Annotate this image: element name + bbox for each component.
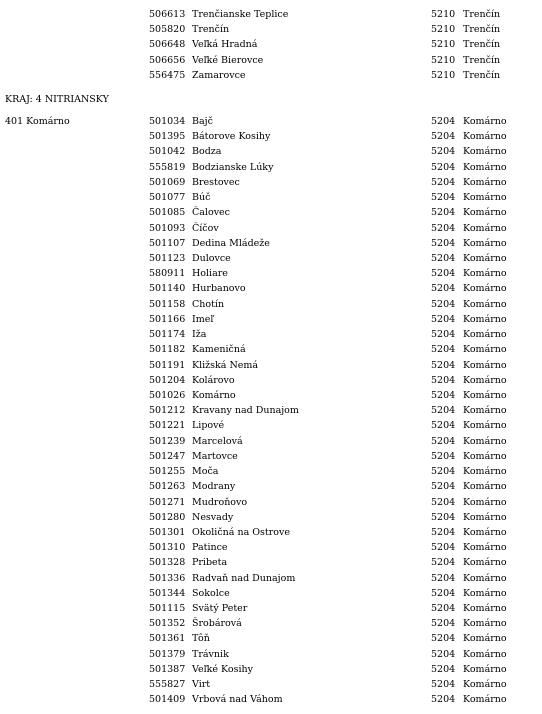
office-name: Komárno: [463, 268, 507, 280]
municipality-name: Hurbanovo: [192, 283, 246, 295]
office-name: Komárno: [463, 633, 507, 645]
district-code: 5204: [431, 542, 456, 554]
municipality-code: 501140: [149, 283, 186, 295]
office-name: Komárno: [463, 511, 507, 523]
municipality-code: 501212: [149, 405, 186, 417]
district-code: 5210: [431, 69, 456, 81]
municipality-code: 505820: [149, 24, 186, 36]
district-code: 5204: [431, 252, 456, 264]
municipality-code: 501042: [149, 146, 186, 158]
table-row: [0, 236, 542, 251]
municipality-code: 501107: [149, 237, 186, 249]
municipality-name: Trenčín: [192, 24, 230, 36]
municipality-name: Bodza: [192, 146, 222, 158]
table-row: [0, 510, 542, 525]
municipality-name: Okoličná na Ostrove: [192, 526, 290, 538]
district-code: 5204: [431, 572, 456, 584]
table-row: [0, 571, 542, 586]
municipality-code: 501280: [149, 511, 186, 523]
district-code: 5204: [431, 496, 456, 508]
municipality-name: Bajč: [192, 116, 213, 127]
municipality-code: 501026: [149, 389, 186, 401]
municipality-code: 501328: [149, 557, 186, 569]
table-row: [0, 631, 542, 646]
municipality-name: Kravany nad Dunajom: [192, 405, 299, 417]
office-name: Komárno: [463, 557, 507, 569]
district-code: 5204: [431, 526, 456, 538]
office-name: Komárno: [463, 420, 507, 432]
municipality-code: 556475: [149, 69, 186, 81]
office-name: Trenčín: [463, 39, 501, 51]
table-row: [0, 677, 542, 692]
municipality-name: Trávnik: [192, 648, 229, 660]
table-row: [0, 555, 542, 570]
office-name: Komárno: [463, 496, 507, 508]
municipality-code: 501409: [149, 694, 186, 706]
office-name: Komárno: [463, 663, 507, 675]
district-code: 5204: [431, 146, 456, 158]
district-code: 5204: [431, 131, 456, 143]
municipality-name: Radvaň nad Dunajom: [192, 572, 296, 584]
table-row: [0, 114, 542, 129]
district-code: 5204: [431, 405, 456, 417]
district-code: 5204: [431, 237, 456, 249]
district-code: 5204: [431, 389, 456, 401]
municipality-code: 501166: [149, 313, 186, 325]
office-name: Komárno: [463, 542, 507, 554]
table-row: [0, 144, 542, 159]
municipality-code: 501336: [149, 572, 186, 584]
district-code: 5204: [431, 268, 456, 280]
municipality-name: Kameničná: [192, 344, 246, 356]
table-row: [0, 281, 542, 296]
municipality-code: 501034: [149, 116, 186, 127]
municipality-name: Svätý Peter: [192, 603, 248, 615]
table-row: [0, 495, 542, 510]
municipality-code: 501247: [149, 450, 186, 462]
municipality-code: 555827: [149, 679, 186, 691]
municipality-name: Virt: [192, 679, 211, 691]
municipality-name: Mudroňovo: [192, 496, 248, 508]
table-row: [0, 205, 542, 220]
office-name: Komárno: [463, 176, 507, 188]
municipality-name: Dedina Mládeže: [192, 237, 270, 249]
office-name: Komárno: [463, 207, 507, 219]
office-name: Komárno: [463, 146, 507, 158]
office-name: Komárno: [463, 222, 507, 234]
table-row: [0, 586, 542, 601]
office-name: Komárno: [463, 389, 507, 401]
municipality-name: Veľké Bierovce: [192, 54, 264, 66]
table-row: [0, 266, 542, 281]
office-name: Komárno: [463, 237, 507, 249]
office-name: Komárno: [463, 648, 507, 660]
office-name: Komárno: [463, 283, 507, 295]
table-row: [0, 662, 542, 677]
table-row: [0, 418, 542, 433]
municipality-code: 501239: [149, 435, 186, 447]
table-row: [0, 53, 542, 68]
municipality-name: Kližská Nemá: [192, 359, 259, 371]
district-code: 5204: [431, 663, 456, 675]
table-row: [0, 616, 542, 631]
municipality-code: 580911: [149, 268, 186, 280]
district-code: 5204: [431, 176, 456, 188]
municipality-code: 501182: [149, 344, 186, 356]
table-row: [0, 434, 542, 449]
district-code: 5204: [431, 587, 456, 599]
office-name: Komárno: [463, 161, 507, 173]
municipality-name: Veľké Kosihy: [192, 663, 254, 675]
office-name: Komárno: [463, 526, 507, 538]
district-code: 5210: [431, 39, 456, 51]
district-code: 5204: [431, 116, 456, 127]
office-name: Komárno: [463, 618, 507, 630]
table-row: [0, 647, 542, 662]
office-name: Komárno: [463, 405, 507, 417]
office-name: Komárno: [463, 435, 507, 447]
district-code: 5210: [431, 24, 456, 36]
table-row: [0, 327, 542, 342]
municipality-code: 501191: [149, 359, 186, 371]
district-code: 5204: [431, 359, 456, 371]
municipality-code: 501263: [149, 481, 186, 493]
municipality-name: Martovce: [192, 450, 238, 462]
municipality-name: Bodzianske Lúky: [192, 161, 274, 173]
district-code: 5210: [431, 9, 456, 20]
office-name: Komárno: [463, 192, 507, 204]
district-code: 5204: [431, 557, 456, 569]
table-row: [0, 464, 542, 479]
office-name: Komárno: [463, 298, 507, 310]
office-name: Komárno: [463, 359, 507, 371]
municipality-code: 501077: [149, 192, 186, 204]
office-name: Komárno: [463, 313, 507, 325]
district-code: 5204: [431, 283, 456, 295]
table-row: [0, 358, 542, 373]
table-row: [0, 312, 542, 327]
office-name: Komárno: [463, 374, 507, 386]
district-code: 5204: [431, 420, 456, 432]
table-row: [0, 175, 542, 190]
office-name: Trenčín: [463, 24, 501, 36]
district-code: 5204: [431, 207, 456, 219]
municipality-name: Dulovce: [192, 252, 231, 264]
municipality-code: 501093: [149, 222, 186, 234]
municipality-name: Holiare: [192, 268, 228, 280]
table-row: [0, 403, 542, 418]
municipality-name: Chotín: [192, 298, 225, 310]
municipality-code: 506613: [149, 9, 186, 20]
municipality-name: Pribeta: [192, 557, 228, 569]
municipality-code: 501204: [149, 374, 186, 386]
table-row: [0, 129, 542, 144]
table-row: [0, 190, 542, 205]
municipality-code: 555819: [149, 161, 186, 173]
municipality-code: 501387: [149, 663, 186, 675]
municipality-name: Marcelová: [192, 435, 243, 447]
municipality-code: 501069: [149, 176, 186, 188]
office-name: Komárno: [463, 603, 507, 615]
table-row: [0, 388, 542, 403]
municipality-code: 506656: [149, 54, 186, 66]
table-row: [0, 540, 542, 555]
municipality-name: Zamarovce: [192, 69, 246, 81]
municipality-name: Sokolce: [192, 587, 230, 599]
municipality-code: 506648: [149, 39, 186, 51]
municipality-name: Modrany: [192, 481, 236, 493]
table-row: [0, 342, 542, 357]
municipality-code: 501361: [149, 633, 186, 645]
office-name: Komárno: [463, 466, 507, 478]
municipality-name: Šrobárová: [192, 618, 242, 630]
district-code: 5204: [431, 648, 456, 660]
district-code: 5204: [431, 313, 456, 325]
municipality-code: 501301: [149, 526, 186, 538]
municipality-code: 501085: [149, 207, 186, 219]
region-heading: KRAJ: 4 NITRIANSKY: [5, 94, 109, 105]
district-code: 5204: [431, 435, 456, 447]
office-name: Komárno: [463, 116, 507, 127]
district-code: 5204: [431, 633, 456, 645]
municipality-code: 501352: [149, 618, 186, 630]
district-code: 5204: [431, 192, 456, 204]
municipality-code: 501271: [149, 496, 186, 508]
district-code: 5204: [431, 694, 456, 706]
office-name: Trenčín: [463, 69, 501, 81]
office-name: Komárno: [463, 344, 507, 356]
municipality-code: 501221: [149, 420, 186, 432]
municipality-name: Vrbová nad Váhom: [192, 694, 283, 706]
municipality-name: Moča: [192, 466, 219, 478]
municipality-code: 501344: [149, 587, 186, 599]
municipality-name: Kolárovo: [192, 374, 235, 386]
office-name: Trenčín: [463, 54, 501, 66]
office-name: Komárno: [463, 252, 507, 264]
table-row: [0, 160, 542, 175]
municipality-code: 501158: [149, 298, 186, 310]
office-name: Komárno: [463, 679, 507, 691]
municipality-code: 501255: [149, 466, 186, 478]
table-row: [0, 373, 542, 388]
municipality-name: Imeľ: [192, 313, 214, 325]
municipality-code: 501115: [149, 603, 186, 615]
municipality-name: Brestovec: [192, 176, 240, 188]
table-row: [0, 68, 542, 83]
district-code: 5210: [431, 54, 456, 66]
office-name: Komárno: [463, 572, 507, 584]
municipality-name: Patince: [192, 542, 228, 554]
office-name: Komárno: [463, 694, 507, 706]
district-code: 5204: [431, 298, 456, 310]
municipality-name: Búč: [192, 192, 211, 204]
district-code: 5204: [431, 603, 456, 615]
municipality-name: Komárno: [192, 389, 236, 401]
district-code: 5204: [431, 374, 456, 386]
table-row: [0, 449, 542, 464]
district-code: 5204: [431, 679, 456, 691]
district-code: 5204: [431, 481, 456, 493]
municipality-code: 501379: [149, 648, 186, 660]
table-row: [0, 22, 542, 37]
municipality-code: 501395: [149, 131, 186, 143]
municipality-name: Nesvady: [192, 511, 234, 523]
district-code: 5204: [431, 329, 456, 341]
district-code: 5204: [431, 466, 456, 478]
municipality-code: 501123: [149, 252, 186, 264]
district-code: 5204: [431, 222, 456, 234]
municipality-code: 501174: [149, 329, 186, 341]
table-row: [0, 37, 542, 52]
municipality-name: Bátorove Kosihy: [192, 131, 271, 143]
office-name: Komárno: [463, 481, 507, 493]
district-code: 5204: [431, 344, 456, 356]
table-row: [0, 297, 542, 312]
municipality-code: 501310: [149, 542, 186, 554]
office-name: Komárno: [463, 131, 507, 143]
table-row: [0, 221, 542, 236]
district-code: 5204: [431, 161, 456, 173]
municipality-name: Iža: [192, 329, 207, 341]
office-name: Komárno: [463, 587, 507, 599]
municipality-name: Trenčianske Teplice: [192, 9, 289, 20]
municipality-name: Tôň: [192, 633, 210, 645]
office-name: Trenčín: [463, 9, 501, 20]
table-row: [0, 7, 542, 22]
office-name: Komárno: [463, 329, 507, 341]
district-code: 5204: [431, 511, 456, 523]
table-row: [0, 601, 542, 616]
table-row: [0, 251, 542, 266]
district-code: 5204: [431, 450, 456, 462]
district-code: 5204: [431, 618, 456, 630]
municipality-name: Lipové: [192, 420, 225, 432]
municipality-name: Čalovec: [192, 207, 230, 219]
district-label: 401 Komárno: [5, 116, 70, 127]
table-row: [0, 525, 542, 540]
table-row: [0, 479, 542, 494]
table-row: [0, 692, 542, 707]
municipality-name: Číčov: [192, 222, 219, 234]
municipality-name: Veľká Hradná: [192, 39, 258, 51]
office-name: Komárno: [463, 450, 507, 462]
